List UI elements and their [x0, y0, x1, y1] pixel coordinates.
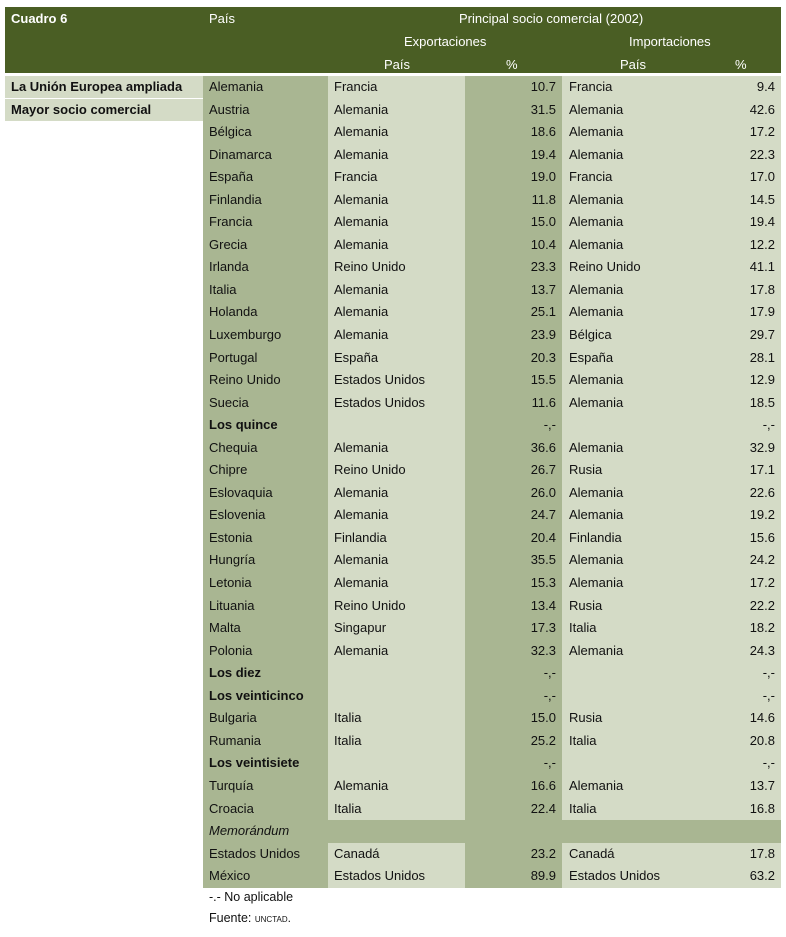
table-row [0, 189, 786, 212]
export-partner-cell: Alemania [328, 324, 465, 347]
export-pct-cell: 15.0 [465, 211, 562, 234]
export-pct-cell: 18.6 [465, 121, 562, 144]
exports-header: Exportaciones [404, 34, 487, 49]
export-partner-cell: Estados Unidos [328, 369, 465, 392]
export-pct-cell: 25.1 [465, 301, 562, 324]
country-cell: Los veinticinco [203, 685, 328, 708]
import-pct-cell: 17.9 [699, 301, 781, 324]
export-pct-cell: 35.5 [465, 549, 562, 572]
country-cell: Reino Unido [203, 369, 328, 392]
imports-header: Importaciones [629, 34, 711, 49]
country-cell: Portugal [203, 347, 328, 370]
export-pct-cell: 32.3 [465, 640, 562, 663]
import-pct-cell: 12.9 [699, 369, 781, 392]
import-pct-cell: 19.2 [699, 504, 781, 527]
country-cell: Chipre [203, 459, 328, 482]
country-cell: Lituania [203, 595, 328, 618]
export-pct-cell: 24.7 [465, 504, 562, 527]
country-cell: Estonia [203, 527, 328, 550]
import-partner-cell: Estados Unidos [562, 865, 699, 888]
table-row [0, 775, 786, 798]
import-pct-cell: 17.8 [699, 279, 781, 302]
export-pct-cell: 23.3 [465, 256, 562, 279]
import-partner-cell: Alemania [562, 437, 699, 460]
export-partner-cell: Alemania [328, 279, 465, 302]
import-pct-cell: -,- [699, 752, 781, 775]
import-partner-cell [562, 685, 699, 708]
import-pct-cell: 17.2 [699, 572, 781, 595]
export-pct-cell: 89.9 [465, 865, 562, 888]
country-cell: Alemania [203, 76, 328, 99]
import-partner-cell: Alemania [562, 549, 699, 572]
export-pct-cell: 13.4 [465, 595, 562, 618]
table-row [0, 144, 786, 167]
country-cell: Italia [203, 279, 328, 302]
export-pct-cell: 10.7 [465, 76, 562, 99]
export-partner-cell [328, 662, 465, 685]
export-pct-cell: -,- [465, 752, 562, 775]
export-pct-cell: 26.0 [465, 482, 562, 505]
country-cell: Bélgica [203, 121, 328, 144]
import-pct-cell: 22.3 [699, 144, 781, 167]
import-pct-cell: -,- [699, 685, 781, 708]
import-pct-cell: 13.7 [699, 775, 781, 798]
import-pct-cell: -,- [699, 662, 781, 685]
table-row [0, 369, 786, 392]
import-partner-cell: Alemania [562, 189, 699, 212]
import-partner-cell: Finlandia [562, 527, 699, 550]
country-cell: Bulgaria [203, 707, 328, 730]
export-partner-cell: España [328, 347, 465, 370]
country-cell: Irlanda [203, 256, 328, 279]
import-pct-cell: 29.7 [699, 324, 781, 347]
import-partner-cell: Alemania [562, 144, 699, 167]
export-partner-cell: Alemania [328, 640, 465, 663]
import-pct-cell: 14.6 [699, 707, 781, 730]
table-row [0, 414, 786, 437]
import-pct-cell: 28.1 [699, 347, 781, 370]
export-pct-cell: 20.3 [465, 347, 562, 370]
table-row [0, 437, 786, 460]
import-partner-cell: Alemania [562, 572, 699, 595]
export-pct-cell: 15.5 [465, 369, 562, 392]
export-partner-cell: Reino Unido [328, 595, 465, 618]
import-partner-cell: Rusia [562, 459, 699, 482]
export-pct-cell: -,- [465, 662, 562, 685]
import-partner-cell: Rusia [562, 595, 699, 618]
import-pct-cell: 9.4 [699, 76, 781, 99]
table-row [0, 504, 786, 527]
import-partner-cell: Canadá [562, 843, 699, 866]
export-partner-cell: Alemania [328, 572, 465, 595]
export-pct-cell: 13.7 [465, 279, 562, 302]
country-cell: Croacia [203, 798, 328, 821]
import-pct-cell: 17.0 [699, 166, 781, 189]
export-partner-cell [328, 752, 465, 775]
country-cell: Turquía [203, 775, 328, 798]
import-pct-cell: 17.8 [699, 843, 781, 866]
table-row [0, 595, 786, 618]
export-pct-cell: 10.4 [465, 234, 562, 257]
table-label: Cuadro 6 [11, 11, 68, 26]
country-cell: Los quince [203, 414, 328, 437]
export-partner-cell: Alemania [328, 775, 465, 798]
source-name: unctad. [254, 911, 291, 925]
import-partner-cell: Bélgica [562, 324, 699, 347]
export-pct-cell: 16.6 [465, 775, 562, 798]
import-partner-cell: Francia [562, 76, 699, 99]
table-row [0, 527, 786, 550]
import-pct-cell: -,- [699, 414, 781, 437]
country-cell: México [203, 865, 328, 888]
table-row [0, 685, 786, 708]
import-partner-cell: Alemania [562, 234, 699, 257]
export-partner-cell: Estados Unidos [328, 392, 465, 415]
table-row [0, 301, 786, 324]
import-partner-cell: Alemania [562, 99, 699, 122]
import-pct-cell: 24.2 [699, 549, 781, 572]
import-partner-cell: Francia [562, 166, 699, 189]
table-row [0, 662, 786, 685]
import-partner-cell: Alemania [562, 211, 699, 234]
country-cell: Rumania [203, 730, 328, 753]
export-pct-cell: 19.4 [465, 144, 562, 167]
import-partner-cell: Alemania [562, 482, 699, 505]
table-row [0, 617, 786, 640]
import-pct-cell: 32.9 [699, 437, 781, 460]
table-row [0, 256, 786, 279]
import-partner-header: País [620, 57, 647, 72]
table-row [0, 121, 786, 144]
table-row [0, 76, 786, 99]
country-cell: Luxemburgo [203, 324, 328, 347]
export-pct-cell: 15.0 [465, 707, 562, 730]
country-cell: Finlandia [203, 189, 328, 212]
country-cell: Chequia [203, 437, 328, 460]
export-partner-cell: Finlandia [328, 527, 465, 550]
export-partner-cell: Alemania [328, 144, 465, 167]
table-body [0, 76, 786, 888]
export-pct-cell: 23.2 [465, 843, 562, 866]
table-row [0, 392, 786, 415]
country-cell: Estados Unidos [203, 843, 328, 866]
table-row [0, 549, 786, 572]
export-pct-cell: 11.8 [465, 189, 562, 212]
table-row [0, 798, 786, 821]
country-cell: Eslovaquia [203, 482, 328, 505]
table-row [0, 730, 786, 753]
country-cell: Los veintisiete [203, 752, 328, 775]
import-pct-cell: 41.1 [699, 256, 781, 279]
export-partner-cell: Alemania [328, 121, 465, 144]
import-pct-cell: 12.2 [699, 234, 781, 257]
export-pct-cell: 19.0 [465, 166, 562, 189]
import-partner-cell: Alemania [562, 504, 699, 527]
export-partner-cell: Francia [328, 76, 465, 99]
country-cell: Hungría [203, 549, 328, 572]
export-pct-cell: 23.9 [465, 324, 562, 347]
export-partner-cell: Alemania [328, 211, 465, 234]
country-cell: Austria [203, 99, 328, 122]
export-pct-cell: 20.4 [465, 527, 562, 550]
source-note [209, 911, 291, 925]
export-partner-cell: Alemania [328, 301, 465, 324]
table-row [0, 211, 786, 234]
import-partner-cell: Alemania [562, 392, 699, 415]
table-row [0, 234, 786, 257]
table-row [0, 166, 786, 189]
import-partner-cell: Alemania [562, 775, 699, 798]
import-pct-cell: 22.2 [699, 595, 781, 618]
import-pct-cell: 19.4 [699, 211, 781, 234]
export-partner-cell: Alemania [328, 234, 465, 257]
export-partner-cell: Italia [328, 798, 465, 821]
import-partner-cell: Alemania [562, 369, 699, 392]
export-partner-cell: Canadá [328, 843, 465, 866]
export-partner-cell: Alemania [328, 549, 465, 572]
main-title: Principal socio comercial (2002) [459, 11, 644, 26]
export-partner-cell: Singapur [328, 617, 465, 640]
country-cell: España [203, 166, 328, 189]
import-pct-cell: 16.8 [699, 798, 781, 821]
import-partner-cell: Alemania [562, 121, 699, 144]
country-cell: Los diez [203, 662, 328, 685]
table-row [0, 347, 786, 370]
export-partner-cell [328, 414, 465, 437]
export-pct-cell: 36.6 [465, 437, 562, 460]
memo-row [0, 820, 786, 843]
import-partner-cell: Reino Unido [562, 256, 699, 279]
country-cell: Letonia [203, 572, 328, 595]
table-row [0, 572, 786, 595]
import-partner-cell [562, 414, 699, 437]
side-label-eu: La Unión Europea ampliada [5, 76, 203, 98]
import-partner-cell: Italia [562, 617, 699, 640]
import-partner-cell: Alemania [562, 279, 699, 302]
import-partner-cell [562, 662, 699, 685]
country-cell: Dinamarca [203, 144, 328, 167]
table-row [0, 843, 786, 866]
export-pct-cell: 31.5 [465, 99, 562, 122]
country-column-header: País [209, 11, 236, 26]
footnote-not-applicable: -.- No aplicable [209, 890, 294, 904]
country-cell: Grecia [203, 234, 328, 257]
import-pct-cell: 18.2 [699, 617, 781, 640]
table-row [0, 324, 786, 347]
import-pct-cell: 18.5 [699, 392, 781, 415]
country-cell: Polonia [203, 640, 328, 663]
export-partner-cell: Italia [328, 707, 465, 730]
import-partner-cell: Alemania [562, 301, 699, 324]
country-cell: Francia [203, 211, 328, 234]
import-pct-cell: 17.2 [699, 121, 781, 144]
export-partner-cell: Francia [328, 166, 465, 189]
country-cell: Eslovenia [203, 504, 328, 527]
import-pct-cell: 15.6 [699, 527, 781, 550]
import-pct-cell: 17.1 [699, 459, 781, 482]
import-pct-cell: 24.3 [699, 640, 781, 663]
export-partner-cell: Reino Unido [328, 256, 465, 279]
country-cell: Malta [203, 617, 328, 640]
table-row [0, 279, 786, 302]
import-pct-cell: 42.6 [699, 99, 781, 122]
table-row [0, 865, 786, 888]
export-partner-header: País [384, 57, 411, 72]
side-label-partner: Mayor socio comercial [5, 99, 203, 121]
export-pct-cell: 25.2 [465, 730, 562, 753]
export-partner-cell: Reino Unido [328, 459, 465, 482]
import-partner-cell: Alemania [562, 640, 699, 663]
export-partner-cell: Alemania [328, 189, 465, 212]
export-pct-cell: -,- [465, 685, 562, 708]
export-partner-cell: Alemania [328, 482, 465, 505]
import-pct-cell: 22.6 [699, 482, 781, 505]
import-pct-header: % [735, 57, 747, 72]
source-label: Fuente: [209, 911, 255, 925]
table-row [0, 640, 786, 663]
table-header [5, 7, 781, 73]
export-partner-cell: Alemania [328, 437, 465, 460]
export-pct-cell: 15.3 [465, 572, 562, 595]
table-row [0, 707, 786, 730]
country-cell: Suecia [203, 392, 328, 415]
import-partner-cell: España [562, 347, 699, 370]
export-pct-cell: 26.7 [465, 459, 562, 482]
table-row [0, 99, 786, 122]
export-pct-header: % [506, 57, 518, 72]
import-partner-cell: Italia [562, 730, 699, 753]
table-row [0, 459, 786, 482]
export-partner-cell [328, 685, 465, 708]
import-partner-cell: Rusia [562, 707, 699, 730]
import-pct-cell: 63.2 [699, 865, 781, 888]
export-partner-cell: Estados Unidos [328, 865, 465, 888]
import-pct-cell: 14.5 [699, 189, 781, 212]
export-partner-cell: Italia [328, 730, 465, 753]
table-row [0, 482, 786, 505]
import-partner-cell: Italia [562, 798, 699, 821]
export-pct-cell: 17.3 [465, 617, 562, 640]
export-partner-cell: Alemania [328, 504, 465, 527]
export-pct-cell: 22.4 [465, 798, 562, 821]
country-cell: Holanda [203, 301, 328, 324]
export-partner-cell: Alemania [328, 99, 465, 122]
export-pct-cell: 11.6 [465, 392, 562, 415]
table-row [0, 752, 786, 775]
import-partner-cell [562, 752, 699, 775]
import-pct-cell: 20.8 [699, 730, 781, 753]
country-cell: Memorándum [203, 820, 781, 843]
export-pct-cell: -,- [465, 414, 562, 437]
